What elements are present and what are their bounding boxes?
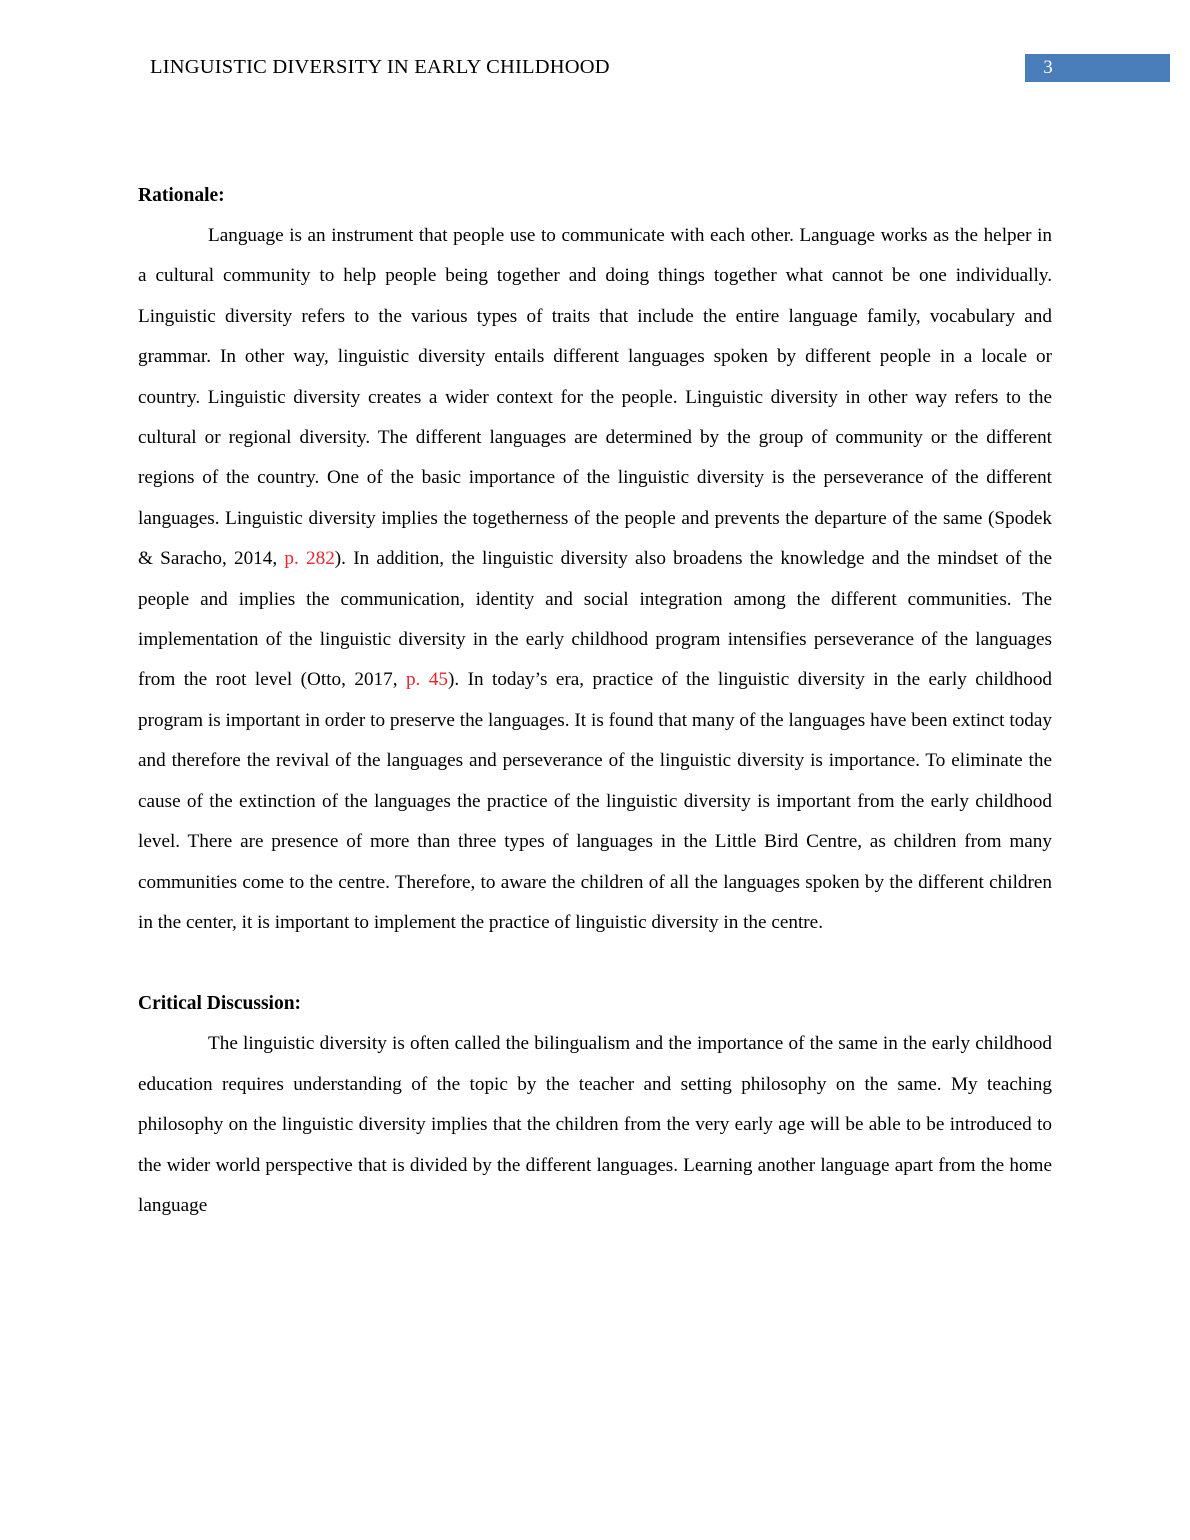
- citation-spodek-saracho: p. 282: [284, 548, 335, 570]
- citation-otto: p. 45: [405, 669, 448, 691]
- running-head: LINGUISTIC DIVERSITY IN EARLY CHILDHOOD: [150, 56, 610, 78]
- page-header: [0, 52, 1190, 86]
- page-number: 3: [1043, 57, 1053, 78]
- paragraph-critical-discussion: The linguistic diversity is often called the bilingualism and the importance of the same in the early childhood education requires understanding of the topic by the teacher and setting philosophy on the same. My teaching philosophy on the linguistic diversity implies that the children from the very early age will be able to be introduced to the wider world perspective that is divided by the different languages. Learning another language apart from the home language: [138, 1033, 1052, 1216]
- section-spacer: [138, 943, 1052, 990]
- rationale-text-part-2: ). In addition, the linguistic diversity also broadens the knowledge and the mindset of the people and implies the communication, identity and social integration among the different communities. The implementation of the linguistic diversity in the early childhood program intensifies perseverance of the languages from the root level (Otto, 2017,: [138, 548, 1052, 691]
- rationale-text-part-1: Language is an instrument that people use to communicate with each other. Language works as the helper in a cultural community to help people being together and doing things together what cannot be one individually. Linguistic diversity refers to the various types of traits that include the entire language family, vocabulary and grammar. In other way, linguistic diversity entails different languages spoken by different people in a locale or country. Linguistic diversity creates a wider context for the people. Linguistic diversity in other way refers to the cultural or regional diversity. The different languages are determined by the group of community or the different regions of the country. One of the basic importance of the linguistic diversity is the perseverance of the different languages. Linguistic diversity implies the togetherness of the people and prevents the departure of the same (Spodek & Saracho, 2014,: [138, 225, 1052, 570]
- document-body: [138, 182, 1052, 1226]
- section-heading-critical-discussion: Critical Discussion:: [138, 993, 302, 1015]
- paragraph-rationale: [138, 216, 1052, 943]
- section-heading-rationale: Rationale:: [138, 185, 225, 206]
- rationale-text-part-3: ). In today’s era, practice of the linguistic diversity in the early childhood program is important in order to preserve the languages. It is found that many of the languages have been extinct today and therefore the revival of the languages and perseverance of the linguistic diversity is importance. To eliminate the cause of the extinction of the languages the practice of the linguistic diversity is important from the early childhood level. There are presence of more than three types of languages in the Little Bird Centre, as children from many communities come to the centre. Therefore, to aware the children of all the languages spoken by the different children in the center, it is important to implement the practice of linguistic diversity in the centre.: [138, 669, 1053, 933]
